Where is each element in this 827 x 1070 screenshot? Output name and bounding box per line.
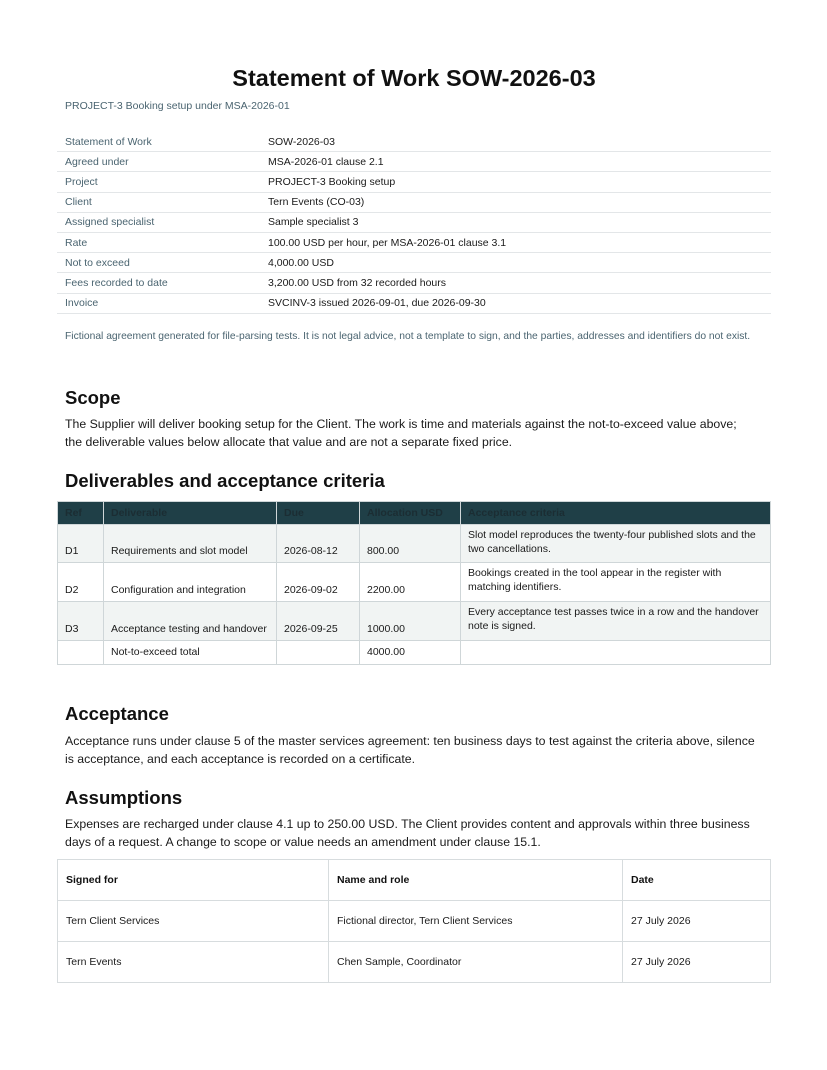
deliverable-allocation: 800.00 (360, 525, 461, 563)
summary-value: Sample specialist 3 (260, 212, 771, 232)
signature-date: 27 July 2026 (623, 942, 771, 983)
summary-value: SOW-2026-03 (260, 132, 771, 152)
summary-row (57, 172, 771, 192)
total-due-empty (277, 641, 360, 665)
summary-key: Assigned specialist (57, 212, 260, 232)
signed-for: Tern Events (58, 942, 329, 983)
table-row (58, 563, 771, 602)
deliverables-header-row (58, 502, 771, 525)
deliverable-name: Acceptance testing and handover (104, 602, 277, 641)
deliverable-criteria: Every acceptance test passes twice in a row and the handover note is signed. (461, 602, 771, 641)
total-row (58, 641, 771, 665)
deliverable-due: 2026-09-25 (277, 602, 360, 641)
summary-row (57, 212, 771, 232)
name-role: Fictional director, Tern Client Services (329, 901, 623, 942)
deliverables-heading: Deliverables and acceptance criteria (65, 470, 385, 491)
assumptions-heading: Assumptions (65, 787, 183, 808)
deliverable-ref: D3 (58, 602, 104, 641)
total-value: 4000.00 (360, 641, 461, 665)
deliverable-ref: D1 (58, 525, 104, 563)
table-row (58, 942, 771, 983)
column-header-ref: Ref (58, 502, 104, 525)
total-ref-empty (58, 641, 104, 665)
summary-key: Agreed under (57, 152, 260, 172)
table-row (58, 602, 771, 641)
deliverable-ref: D2 (58, 563, 104, 602)
document-title: Statement of Work SOW-2026-03 (232, 65, 596, 91)
summary-key: Fees recorded to date (57, 273, 260, 293)
signature-header-row (58, 860, 771, 901)
total-criteria-empty (461, 641, 771, 665)
column-header-due: Due (277, 502, 360, 525)
deliverable-due: 2026-09-02 (277, 563, 360, 602)
deliverables-table (57, 501, 771, 665)
summary-row (57, 253, 771, 273)
summary-key: Invoice (57, 293, 260, 313)
assumptions-text: Expenses are recharged under clause 4.1 up to 250.00 USD. The Client provides content and approvals within three business days of a request. A change to scope or value needs an amendment under clause 15.1. (65, 817, 750, 849)
summary-key: Project (57, 172, 260, 192)
summary-row (57, 192, 771, 212)
summary-value: Tern Events (CO-03) (260, 192, 771, 212)
table-row (58, 525, 771, 563)
summary-row (57, 152, 771, 172)
scope-heading: Scope (65, 387, 121, 408)
summary-value: 3,200.00 USD from 32 recorded hours (260, 273, 771, 293)
deliverable-name: Configuration and integration (104, 563, 277, 602)
signature-table (57, 859, 771, 983)
total-label: Not-to-exceed total (104, 641, 277, 665)
column-header-date: Date (623, 860, 771, 901)
column-header-deliverable: Deliverable (104, 502, 277, 525)
deliverable-criteria: Slot model reproduces the twenty-four published slots and the two cancellations. (461, 525, 771, 563)
document-subtitle: PROJECT-3 Booking setup under MSA-2026-01 (65, 100, 290, 112)
summary-value: 4,000.00 USD (260, 253, 771, 273)
signed-for: Tern Client Services (58, 901, 329, 942)
column-header-allocation: Allocation USD (360, 502, 461, 525)
summary-value: MSA-2026-01 clause 2.1 (260, 152, 771, 172)
column-header-name-role: Name and role (329, 860, 623, 901)
column-header-signed-for: Signed for (58, 860, 329, 901)
summary-table (57, 132, 771, 314)
name-role: Chen Sample, Coordinator (329, 942, 623, 983)
disclaimer-note: Fictional agreement generated for file-parsing tests. It is not legal advice, not a template to sign, and the parties, addresses and identifiers do not exist. (65, 331, 751, 342)
scope-text: The Supplier will deliver booking setup for the Client. The work is time and materials against the not-to-exceed value above; the deliverable values below allocate that value and are not a separate fixed price. (65, 417, 737, 449)
signature-date: 27 July 2026 (623, 901, 771, 942)
deliverable-name: Requirements and slot model (104, 525, 277, 563)
summary-key: Client (57, 192, 260, 212)
deliverable-allocation: 2200.00 (360, 563, 461, 602)
summary-key: Not to exceed (57, 253, 260, 273)
acceptance-heading: Acceptance (65, 703, 169, 724)
summary-row (57, 293, 771, 313)
summary-value: PROJECT-3 Booking setup (260, 172, 771, 192)
acceptance-text: Acceptance runs under clause 5 of the master services agreement: ten business days to test against the criteria above, silence is acceptance, and each acceptance is recorded on a certificate. (65, 734, 755, 766)
summary-value: SVCINV-3 issued 2026-09-01, due 2026-09-30 (260, 293, 771, 313)
deliverable-due: 2026-08-12 (277, 525, 360, 563)
deliverable-allocation: 1000.00 (360, 602, 461, 641)
deliverable-criteria: Bookings created in the tool appear in the register with matching identifiers. (461, 563, 771, 602)
summary-row (57, 132, 771, 152)
summary-row (57, 273, 771, 293)
summary-key: Statement of Work (57, 132, 260, 152)
summary-row (57, 232, 771, 252)
summary-value: 100.00 USD per hour, per MSA-2026-01 clause 3.1 (260, 232, 771, 252)
column-header-criteria: Acceptance criteria (461, 502, 771, 525)
summary-key: Rate (57, 232, 260, 252)
table-row (58, 901, 771, 942)
